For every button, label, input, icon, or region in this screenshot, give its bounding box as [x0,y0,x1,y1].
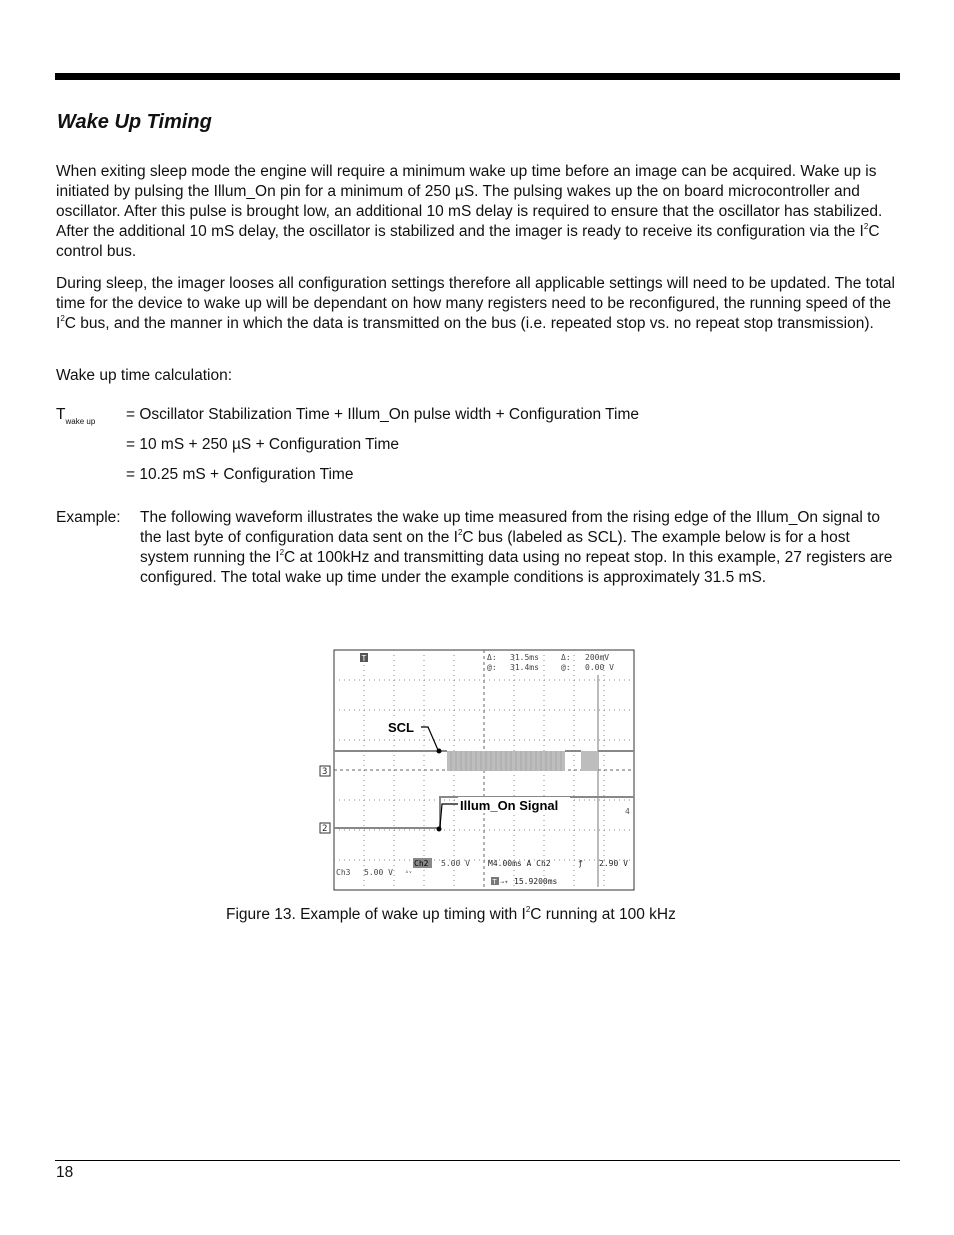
timebase-readout: M4.00ms A Ch2 [488,859,551,868]
example-sup-2: 2 [279,548,285,557]
readout-delta-time: 31.5ms [510,653,539,662]
scl-pointer-dot [437,749,442,754]
equation-line-1: = Oscillator Stabilization Time + Illum_On pulse width + Configuration Time [126,406,640,423]
section-heading: Wake Up Timing [57,111,212,133]
readout-delta-volts-label: Δ: [561,653,571,662]
readout-at-volts: 0.00 V [585,663,614,672]
top-rule [55,73,900,80]
trigger-position-box-text: T [492,878,497,886]
example-text-b: C bus (labeled as SCL). The example below is for a host system running the I [140,529,850,566]
p1-text-b: C control bus. [56,223,880,260]
equation-line-3: = 10.25 mS + Configuration Time [126,466,354,483]
ch3-bandwidth: ᴬᵛ [405,870,413,877]
readout-at-volts-label: @: [561,663,571,672]
illum-pointer-dot [437,827,442,832]
caption-superscript: 2 [525,905,531,914]
right-edge-marker: 4 [625,807,630,816]
page-number: 18 [56,1164,74,1181]
figure-caption [226,906,676,924]
p2-text-b: C bus, and the manner in which the data is transmitted on the bus (i.e. repeated stop vs. no repeat stop transmission). [64,315,874,332]
oscilloscope-figure [316,647,636,893]
ch3-marker-text: 3 [322,767,328,777]
example-label: Example: [56,509,121,526]
ch2-box-label: Ch2 [414,859,429,868]
trigger-marker-text: T [361,654,367,663]
caption-text-a: Figure 13. Example of wake up timing with I [226,906,526,923]
scl-burst-last [581,751,598,771]
example-body [140,508,901,588]
readout-delta-time-label: Δ: [487,653,497,662]
ch2-marker-text: 2 [322,824,328,834]
equation-label [56,406,95,424]
paragraph-sleep-config [56,274,901,334]
illum-on-label: Illum_On Signal [460,798,559,813]
bottom-rule [55,1160,900,1161]
scl-label: SCL [388,720,414,735]
ch3-label: Ch3 [336,868,351,877]
trigger-level: 2.90 V [599,859,628,868]
p2-text-a: During sleep, the imager looses all configuration settings therefore all applicable settings will need to be updated. The total time for the device to wake up will be dependant on how many registers need to be reconfigured, the running speed of the I [56,275,895,332]
caption-text-b: C running at 100 kHz [530,906,676,923]
example-block [56,508,901,588]
equation-label-main: T [56,406,66,423]
example-text-a: The following waveform illustrates the wake up time measured from the rising edge of the Illum_On signal to the last byte of configuration data sent on the I [140,509,881,546]
trigger-arrow-icon: →▾ [500,878,509,886]
ch3-volts: 5.00 V [364,868,393,877]
trigger-slope: ƒ [578,859,583,868]
readout-at-time: 31.4ms [510,663,539,672]
readout-delta-volts: 200mV [585,653,610,662]
example-text-c: C at 100kHz and transmitting data using no repeat stop. In this example, 27 registers are configured. The total wake up time under the example conditions is approximately 31.5 mS. [140,549,893,586]
example-sup-1: 2 [457,528,463,537]
p1-text-a: When exiting sleep mode the engine will require a minimum wake up time before an image can be acquired. Wake up is initiated by pulsing the Illum_On pin for a minimum of 250 µS. The pulsing wakes up the on board microcontroller and oscillator. After this pulse is brought low, an additional 10 mS delay is required to ensure that the oscillator has stabilized. After the additional 10 mS delay, the oscillator is stabilized and the imager is ready to receive its configuration via the I [56,163,883,240]
paragraph-wake-up-intro [56,162,901,262]
p2-superscript: 2 [60,314,65,323]
equation-line-2: = 10 mS + 250 µS + Configuration Time [126,436,400,453]
paragraph-calc-intro: Wake up time calculation: [56,367,233,384]
trigger-position: 15.9200ms [514,877,558,886]
p1-superscript: 2 [863,222,869,231]
equation-label-sub: wake up [65,417,96,426]
readout-at-time-label: @: [487,663,497,672]
ch2-volts: 5.00 V [441,859,470,868]
